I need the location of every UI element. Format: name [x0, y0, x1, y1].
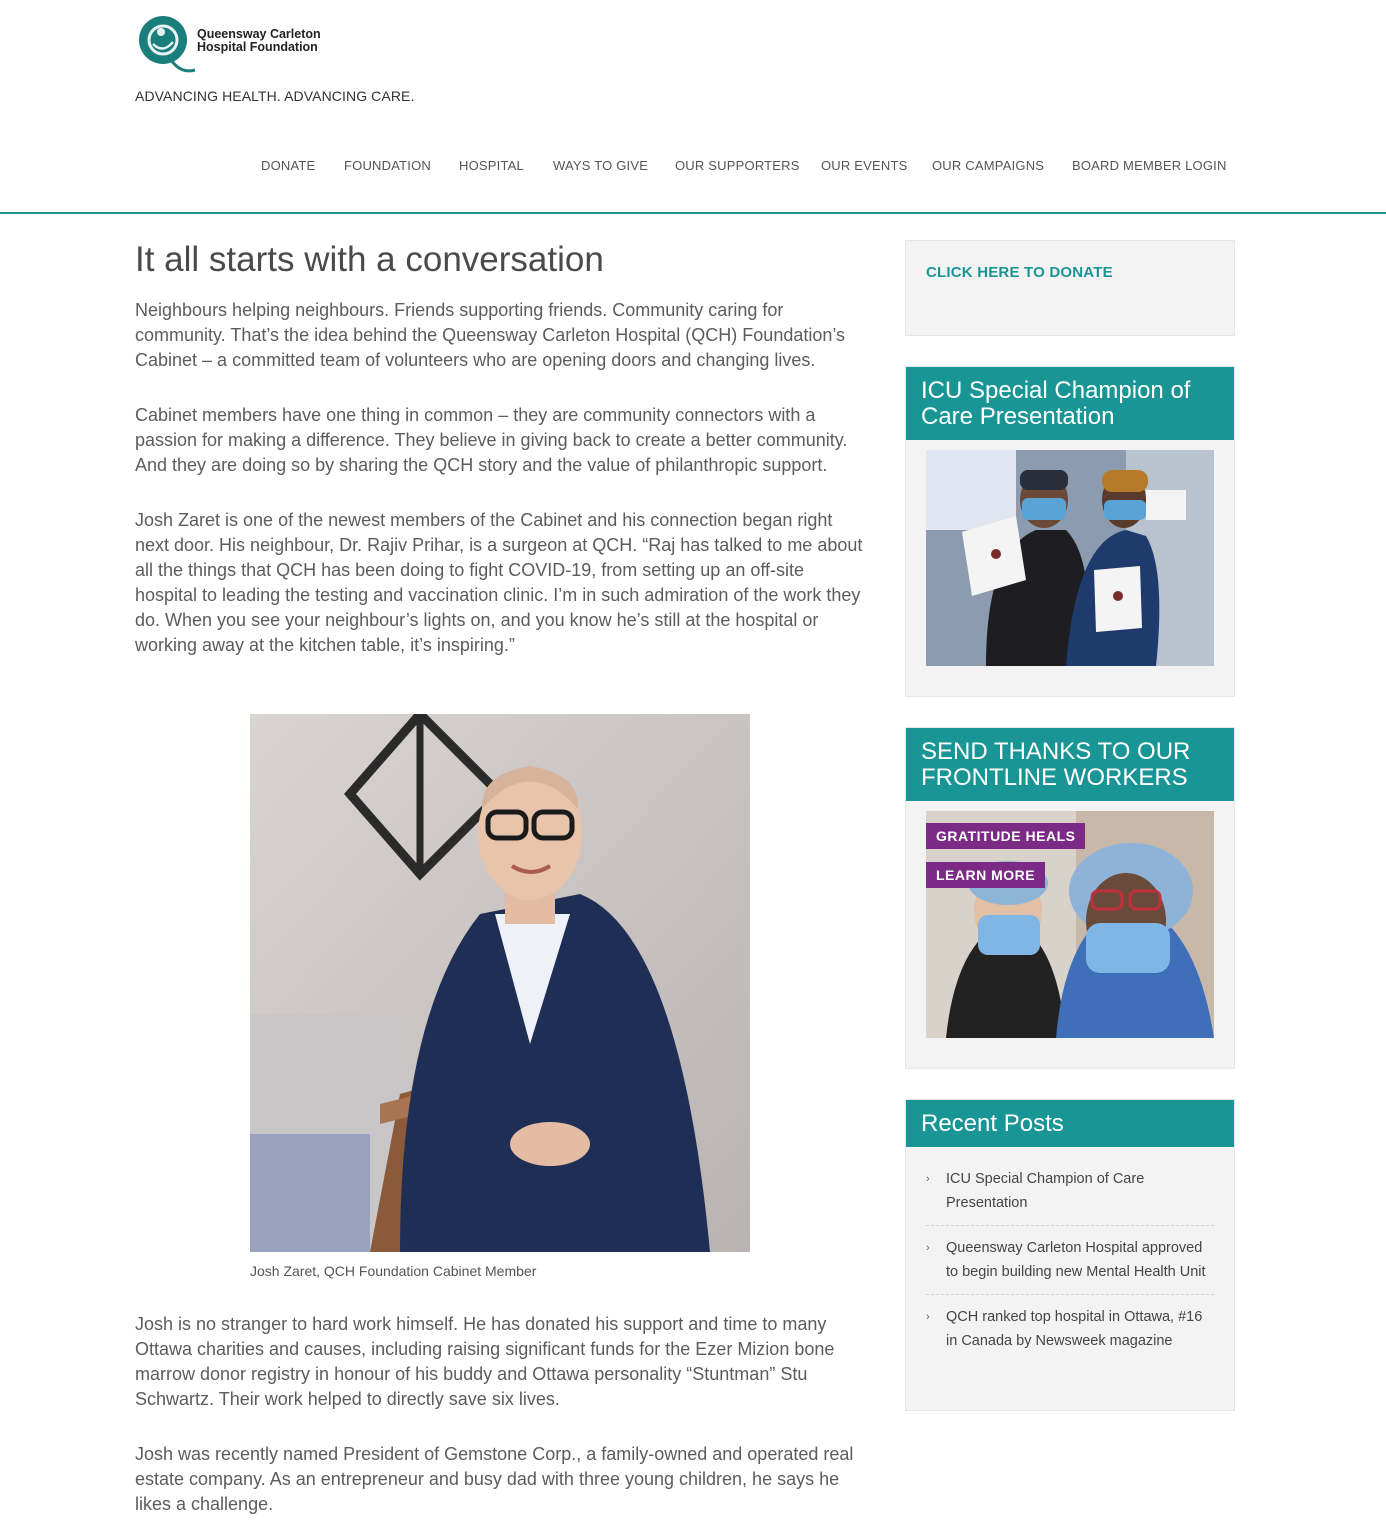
logo-icon [137, 14, 201, 78]
article-title: It all starts with a conversation [135, 240, 604, 279]
recent-post-item[interactable] [926, 1226, 1214, 1295]
learn-more-banner[interactable]: LEARN MORE [926, 862, 1045, 888]
chevron-right-icon: › [926, 1242, 930, 1254]
recent-post-link[interactable]: QCH ranked top hospital in Ottawa, #16 in Canada by Newsweek magazine [946, 1309, 1203, 1349]
nav-donate[interactable]: DONATE [261, 158, 316, 173]
photo-caption: Josh Zaret, QCH Foundation Cabinet Member [250, 1263, 537, 1279]
recent-post-link[interactable]: Queensway Carleton Hospital approved to begin building new Mental Health Unit [946, 1240, 1206, 1280]
logo-text-line2: Hospital Foundation [197, 40, 318, 54]
nav-hospital[interactable]: HOSPITAL [459, 158, 524, 173]
icu-champion-widget [905, 366, 1235, 697]
icu-widget-title: ICU Special Champion of Care Presentation [906, 367, 1234, 440]
recent-posts-list [906, 1147, 1234, 1363]
article-paragraph: Neighbours helping neighbours. Friends supporting friends. Community caring for community. That’s the idea behind the Queensway Carleton Hospital (QCH) Foundation’s Cabinet – a committed team of volunteers who are opening doors and changing lives. [135, 300, 846, 370]
josh-zaret-photo [250, 714, 750, 1252]
article-paragraph: Josh Zaret is one of the newest members of the Cabinet and his connection began right next door. His neighbour, Dr. Rajiv Prihar, is a surgeon at QCH. “Raj has talked to me about all the things that QCH has been doing to fight COVID-19, from setting up an off-site hospital to leading the testing and vaccination clinic. I’m in such admiration of the work they do. When you see your neighbour’s lights on, and you know he’s still at the hospital or working away at the kitchen table, it’s inspiring.” [135, 510, 863, 655]
chevron-right-icon: › [926, 1311, 930, 1323]
chevron-right-icon: › [926, 1173, 930, 1185]
article-continued [135, 1312, 865, 1527]
frontline-thanks-widget [905, 727, 1235, 1069]
site-logo[interactable] [137, 14, 337, 78]
article [135, 240, 865, 688]
main-nav [0, 158, 1386, 178]
nav-our-supporters[interactable]: OUR SUPPORTERS [675, 158, 800, 173]
recent-post-item[interactable] [926, 1157, 1214, 1226]
recent-post-link[interactable]: ICU Special Champion of Care Presentation [946, 1171, 1145, 1211]
nav-ways-to-give[interactable]: WAYS TO GIVE [553, 158, 649, 173]
recent-posts-title: Recent Posts [906, 1100, 1234, 1147]
recent-post-item[interactable] [926, 1295, 1214, 1363]
thanks-widget-title: SEND THANKS TO OUR FRONTLINE WORKERS [906, 728, 1234, 801]
click-here-to-donate-link[interactable]: CLICK HERE TO DONATE [926, 264, 1113, 281]
site-header [0, 0, 1386, 214]
nav-our-campaigns[interactable]: OUR CAMPAIGNS [932, 158, 1045, 173]
gratitude-heals-image[interactable] [926, 811, 1214, 1038]
nav-board-member-login[interactable]: BOARD MEMBER LOGIN [1072, 158, 1227, 173]
gratitude-heals-banner: GRATITUDE HEALS [926, 823, 1085, 849]
article-paragraph: Josh is no stranger to hard work himself. He has donated his support and time to many Ottawa charities and causes, including raising significant funds for the Ezer Mizion bone marrow donor registry in honour of his buddy and Ottawa personality “Stuntman” Stu Schwartz. Their work helped to directly save six lives. [135, 1314, 835, 1409]
article-paragraph: Cabinet members have one thing in common – they are community connectors with a passion for making a difference. They believe in giving back to create a better community. And they are doing so by sharing the QCH story and the value of philanthropic support. [135, 405, 848, 475]
nav-our-events[interactable]: OUR EVENTS [821, 158, 908, 173]
article-figure [250, 714, 750, 1279]
nav-foundation[interactable]: FOUNDATION [344, 158, 431, 173]
article-paragraph: Josh was recently named President of Gemstone Corp., a family-owned and operated real estate company. As an entrepreneur and busy dad with three young children, he says he likes a challenge. [135, 1444, 854, 1514]
site-tagline: ADVANCING HEALTH. ADVANCING CARE. [135, 88, 415, 104]
logo-text-line1: Queensway Carleton [197, 27, 321, 41]
donate-widget [905, 240, 1235, 336]
recent-posts-widget [905, 1099, 1235, 1411]
icu-champion-image[interactable] [926, 450, 1214, 666]
